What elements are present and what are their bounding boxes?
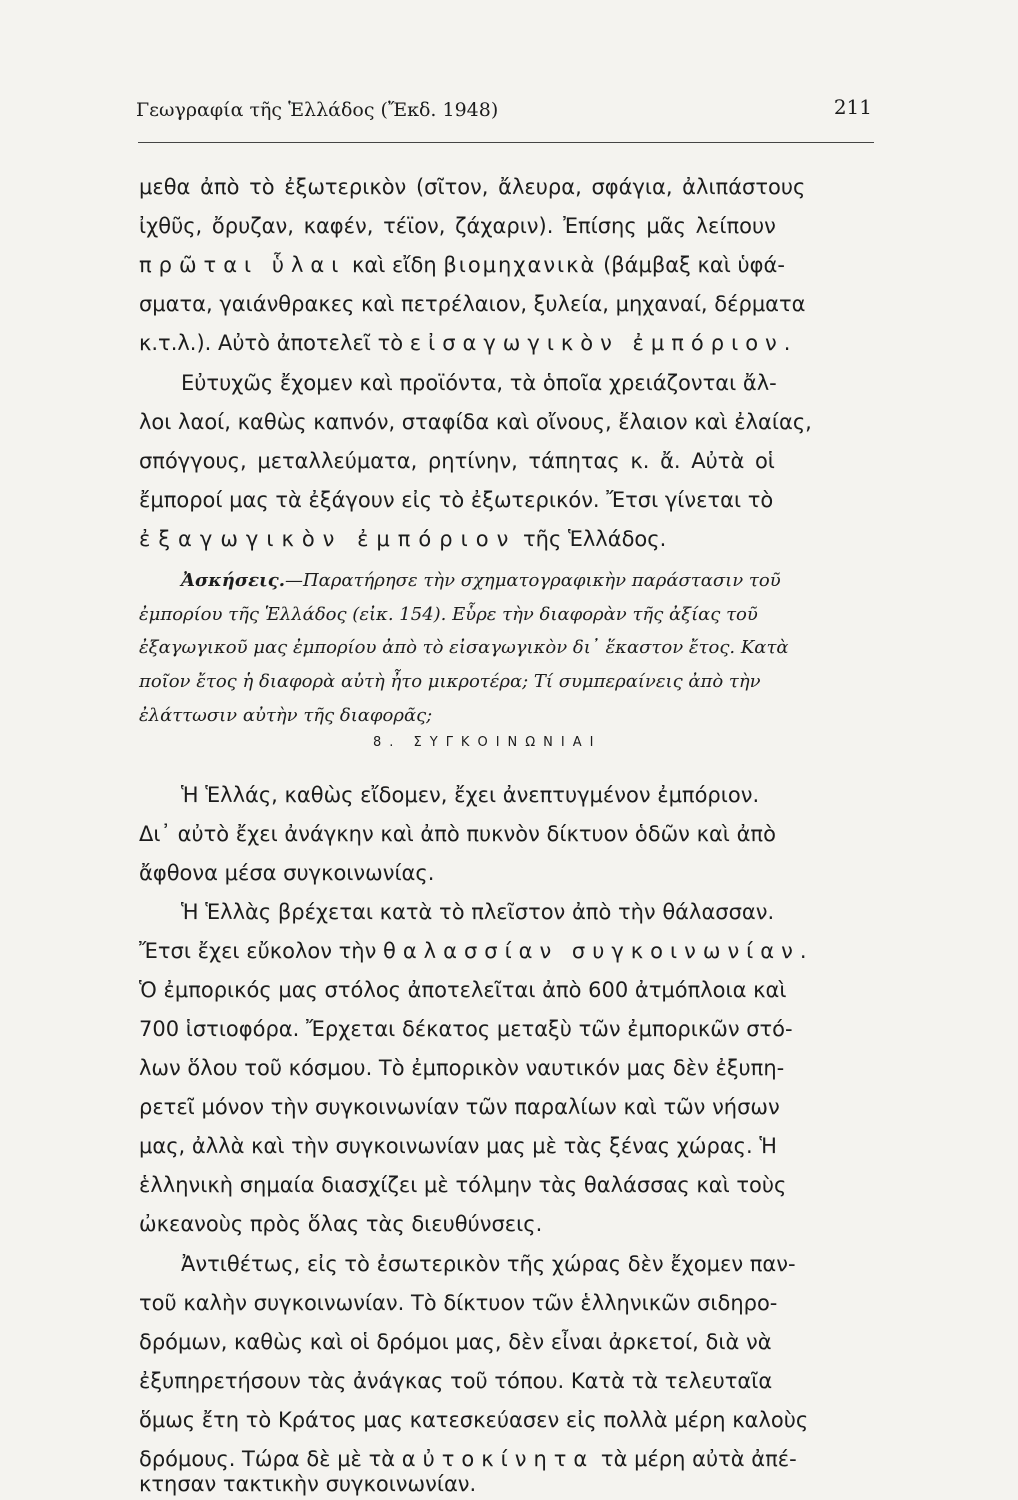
text-line: ἐξυπηρετήσουν τὰς ἀνάγκας τοῦ τόπου. Κατὰ τὰ τελευταῖα [139, 1369, 773, 1393]
running-header [136, 95, 872, 129]
text-line [139, 524, 666, 554]
text-run: (βάμβαξ καὶ ὑφά- [596, 253, 785, 277]
emphasis-spaced: πρῶται ὗλαι [139, 253, 346, 277]
text-line: ἰχθῦς, ὄρυζαν, καφέν, τέϊον, ζάχαριν). Ἐπίσης μᾶς λείπουν [139, 214, 776, 238]
text-line: Ἀντιθέτως, εἰς τὸ ἐσωτερικὸν τῆς χώρας δὲν ἔχομεν παν- [181, 1252, 796, 1276]
text-run: κ.τ.λ.). Αὐτὸ ἀποτελεῖ τὸ [139, 331, 410, 355]
header-rule [138, 142, 874, 143]
exercise-line [181, 566, 781, 596]
text-run: τῆς Ἑλλάδος. [516, 527, 667, 551]
text-line: Εὐτυχῶς ἔχομεν καὶ προϊόντα, τὰ ὁποῖα χρειάζονται ἄλ- [181, 371, 777, 395]
text-line: λων ὅλου τοῦ κόσμου. Τὸ ἐμπορικὸν ναυτικόν μας δὲν ἐξυπη- [139, 1056, 785, 1080]
header-title: Γεωγραφία τῆς Ἑλλάδος (Ἔκδ. 1948) [136, 99, 499, 121]
emphasis-spaced: ἐξαγωγικὸν ἐμπόριον [139, 527, 517, 551]
text-line: κτησαν τακτικὴν συγκοινωνίαν. [139, 1472, 477, 1496]
exercise-line: ἐλάττωσιν αὐτὴν τῆς διαφορᾶς; [139, 705, 433, 726]
text-run: —Παρατήρησε τὴν σχηματογραφικὴν παράστασιν τοῦ [284, 570, 781, 591]
text-line: ρετεῖ μόνον τὴν συγκοινωνίαν τῶν παραλίων καὶ τῶν νήσων [139, 1095, 780, 1119]
text-line: σματα, γαιάνθρακες καὶ πετρέλαιον, ξυλεία, μηχαναί, δέρματα [139, 292, 806, 316]
emphasis-spaced: βιομηχανικὰ [443, 253, 597, 277]
text-line [139, 328, 797, 358]
text-line: μεθα ἀπὸ τὸ ἐξωτερικὸν (σῖτον, ἄλευρα, σφάγια, ἀλιπάστους [139, 175, 806, 199]
text-run: δρόμους. Τώρα δὲ μὲ τὰ [139, 1447, 402, 1471]
text-line: ἄφθονα μέσα συγκοινωνίας. [139, 861, 435, 885]
text-line: τοῦ καλὴν συγκοινωνίαν. Τὸ δίκτυον τῶν ἑλληνικῶν σιδηρο- [139, 1291, 778, 1315]
text-line: Ὁ ἐμπορικός μας στόλος ἀποτελεῖται ἀπὸ 600 ἀτμόπλοια καὶ [139, 978, 787, 1002]
text-run: Ἔτσι ἔχει εὔκολον τὴν [139, 939, 383, 963]
text-line: ἔμποροί μας τὰ ἐξάγουν εἰς τὸ ἐξωτερικόν. Ἔτσι γίνεται τὸ [139, 488, 774, 512]
text-line: Ἡ Ἑλλάς, καθὼς εἴδομεν, ἔχει ἀνεπτυγμένον ἐμπόριον. [181, 783, 760, 807]
section-heading: 8. ΣΥΓΚΟΙΝΩΝΙΑΙ [373, 735, 602, 750]
text-line: ὠκεανοὺς πρὸς ὅλας τὰς διευθύνσεις. [139, 1212, 543, 1236]
text-line: μας, ἀλλὰ καὶ τὴν συγκοινωνίαν μας μὲ τὰς ξένας χώρας. Ἡ [139, 1134, 777, 1158]
emphasis-spaced: εἰσαγωγικὸν ἐμπόριον. [409, 331, 798, 355]
text-line: 700 ἱστιοφόρα. Ἔρχεται δέκατος μεταξὺ τῶν ἐμπορικῶν στό- [139, 1017, 793, 1041]
exercise-label: Ἀσκήσεις. [181, 570, 285, 591]
text-line [139, 936, 814, 966]
emphasis-spaced: θαλασσίαν συγκοινωνίαν. [382, 939, 814, 963]
page-number: 211 [833, 95, 872, 119]
emphasis-spaced: αὐτοκίνητα [401, 1447, 595, 1471]
text-line: ὅμως ἔτη τὸ Κράτος μας κατεσκεύασεν εἰς πολλὰ μέρη καλοὺς [139, 1408, 809, 1432]
text-line: Δι᾽ αὐτὸ ἔχει ἀνάγκην καὶ ἀπὸ πυκνὸν δίκτυον ὁδῶν καὶ ἀπὸ [139, 822, 776, 846]
text-line: λοι λαοί, καθὼς καπνόν, σταφίδα καὶ οἴνους, ἔλαιον καὶ ἐλαίας, [139, 410, 812, 434]
text-line: Ἡ Ἑλλὰς βρέχεται κατὰ τὸ πλεῖστον ἀπὸ τὴν θάλασσαν. [181, 900, 775, 924]
exercise-line: ἐξαγωγικοῦ μας ἐμπορίου ἀπὸ τὸ εἰσαγωγικὸν δι᾽ ἕκαστον ἔτος. Κατὰ [139, 637, 789, 658]
text-run: καὶ εἴδη [345, 253, 444, 277]
text-line: δρόμων, καθὼς καὶ οἱ δρόμοι μας, δὲν εἶναι ἀρκετοί, διὰ νὰ [139, 1330, 772, 1354]
text-line [139, 250, 785, 280]
text-run: τὰ μέρη αὐτὰ ἀπέ- [594, 1447, 797, 1471]
exercise-line: ποῖον ἔτος ἡ διαφορὰ αὐτὴ ἦτο μικροτέρα; Τί συμπεραίνεις ἀπὸ τὴν [139, 671, 761, 692]
text-line: σπόγγους, μεταλλεύματα, ρητίνην, τάπητας κ. ἄ. Αὐτὰ οἱ [139, 449, 775, 473]
text-line: ἑλληνικὴ σημαία διασχίζει μὲ τόλμην τὰς θαλάσσας καὶ τοὺς [139, 1173, 787, 1197]
exercise-line: ἐμπορίου τῆς Ἑλλάδος (εἰκ. 154). Εὗρε τὴν διαφορὰν τῆς ἀξίας τοῦ [139, 604, 758, 625]
